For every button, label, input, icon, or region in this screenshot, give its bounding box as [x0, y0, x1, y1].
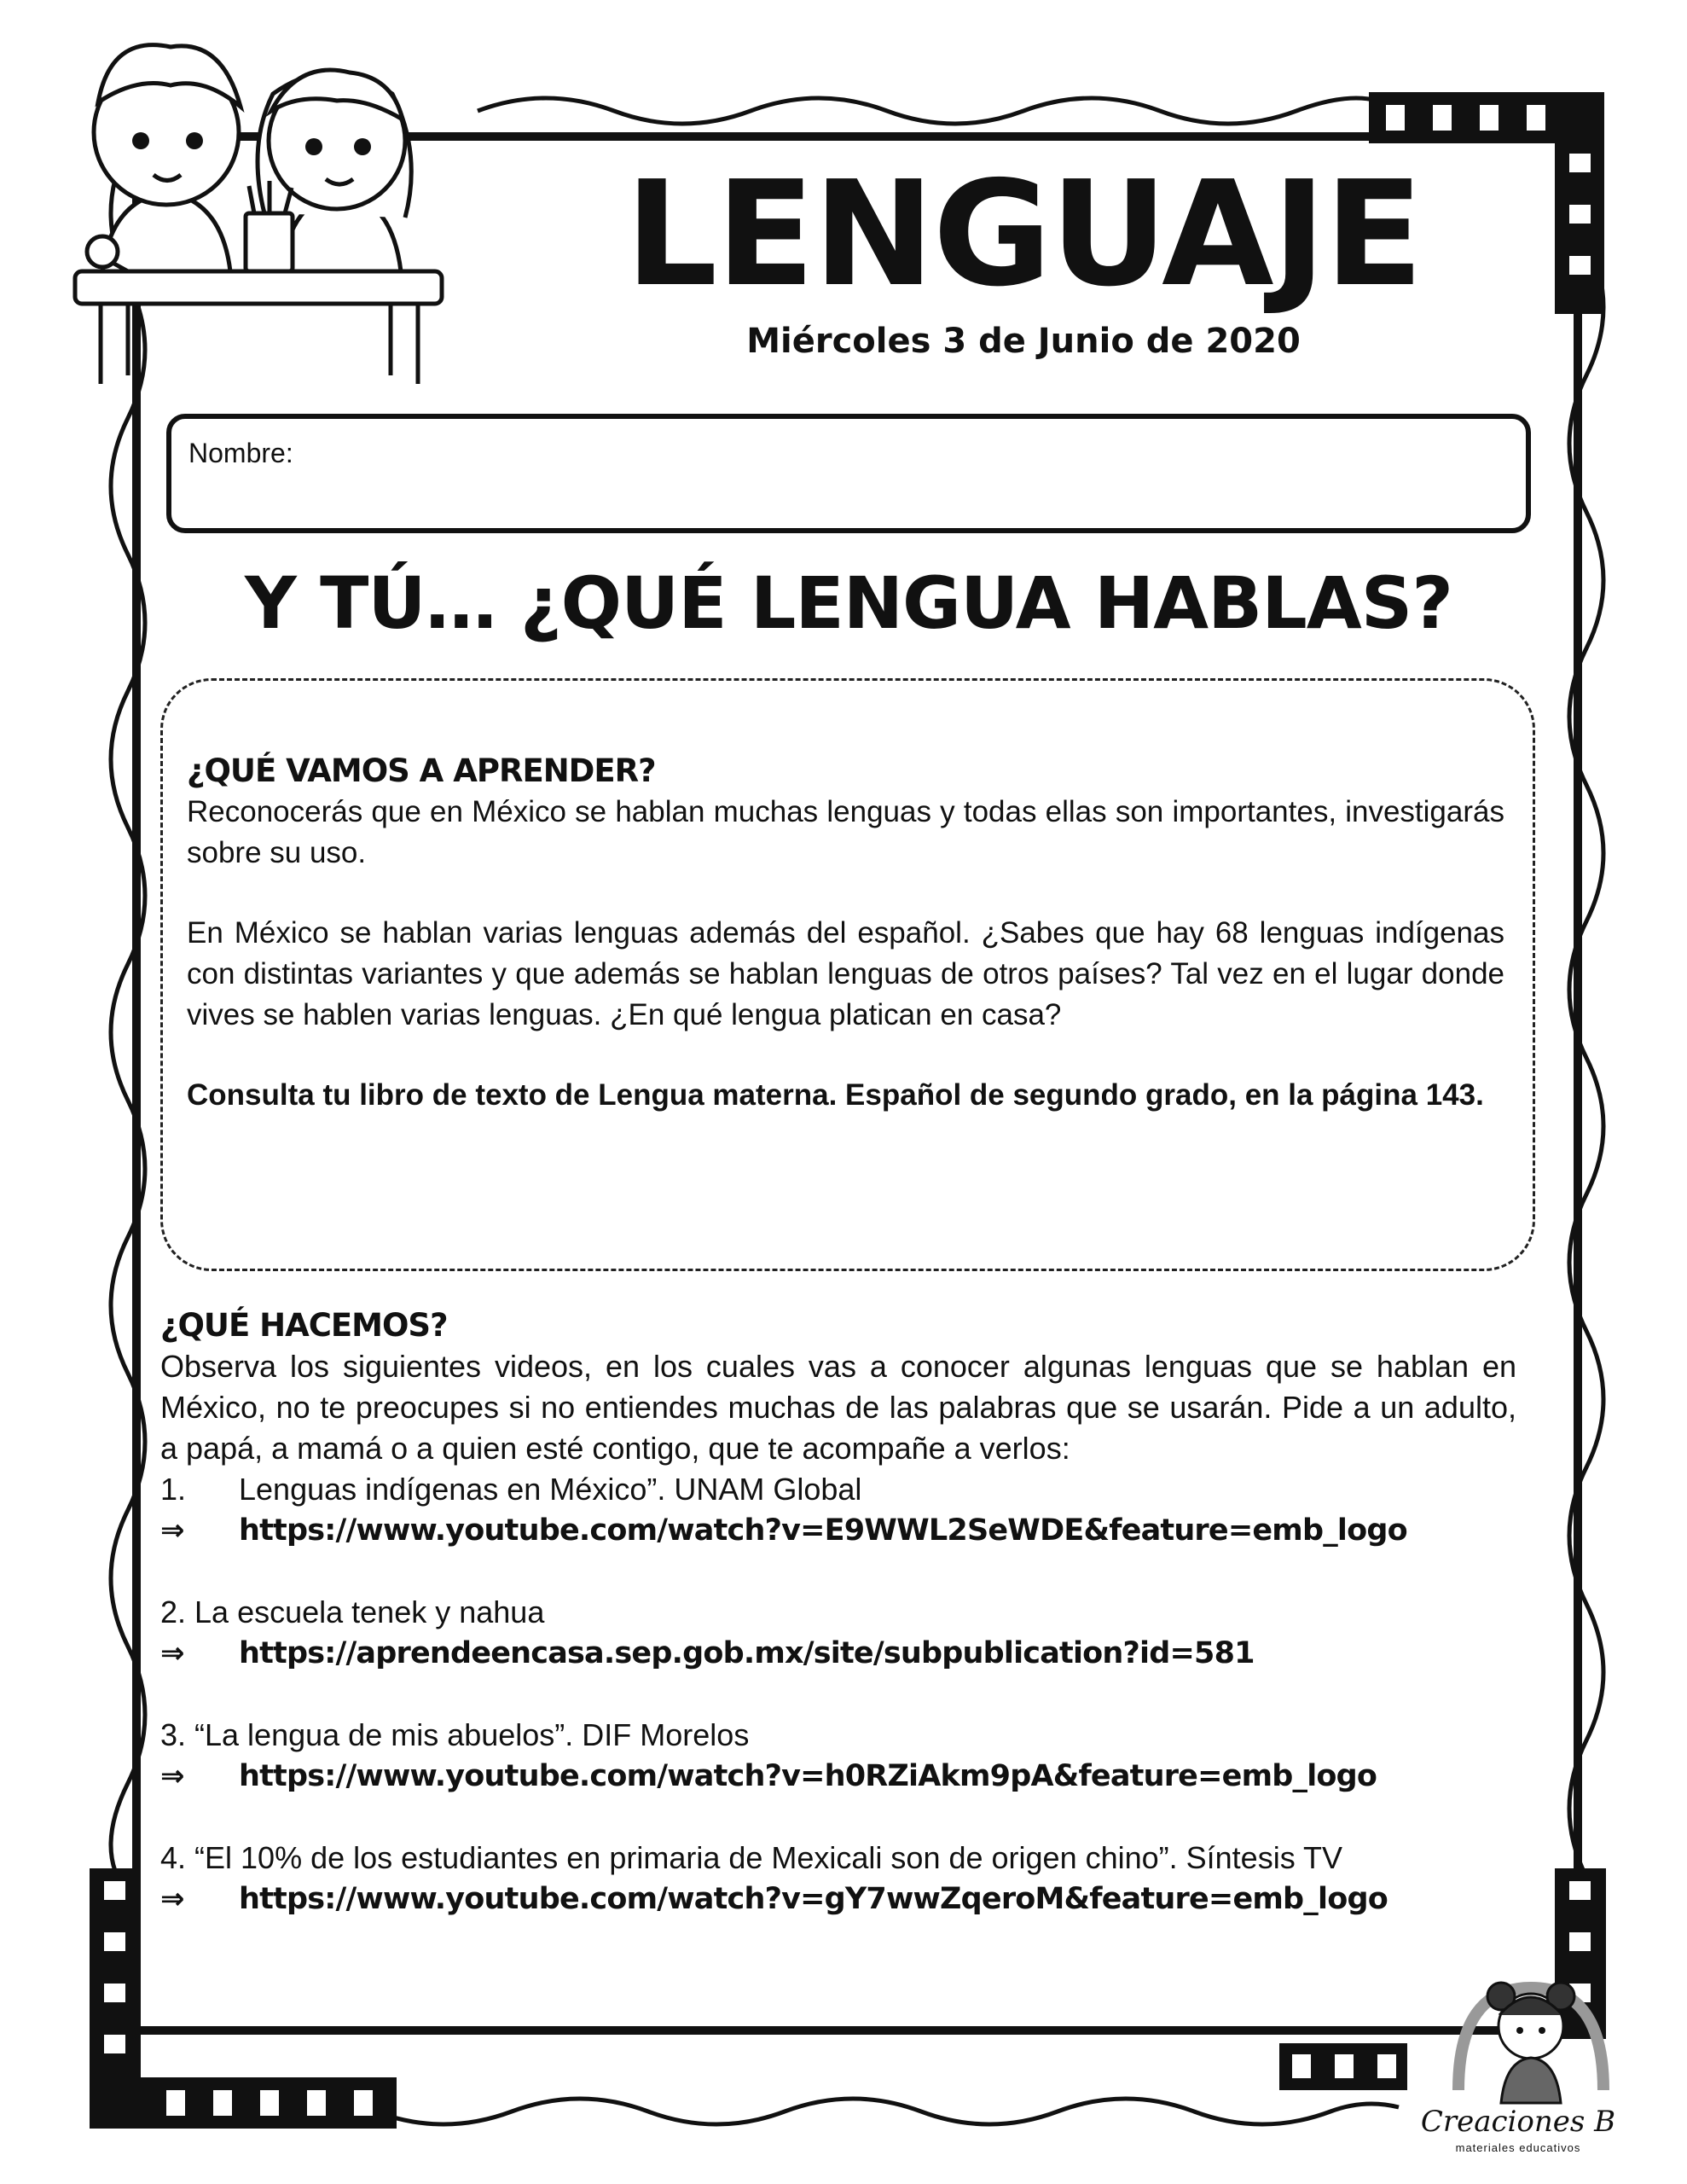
name-field-label: Nombre:: [188, 438, 293, 468]
learning-objectives-box: [160, 678, 1535, 1271]
video-item-label: 2. La escuela tenek y nahua: [160, 1594, 545, 1629]
creaciones-b-logo: [1458, 1983, 1603, 2103]
arrow-icon: ⇒: [160, 1883, 185, 1915]
learn-heading: ¿QUÉ VAMOS A APRENDER?: [187, 752, 656, 789]
video-link[interactable]: https://www.youtube.com/watch?v=gY7wwZqeroM&feature=emb_logo: [239, 1882, 1388, 1916]
doing-heading: ¿QUÉ HACEMOS?: [160, 1307, 448, 1344]
arrow-icon: ⇒: [160, 1760, 185, 1792]
video-item-label: 3. “La lengua de mis abuelos”. DIF Morelos: [160, 1717, 750, 1752]
page-date: Miércoles 3 de Junio de 2020: [746, 322, 1301, 361]
arrow-icon: ⇒: [160, 1637, 185, 1670]
learning-objectives-content: [187, 751, 1504, 1116]
learn-paragraph-1: Reconocerás que en México se hablan muchas lenguas y todas ellas son importantes, investigarás sobre su uso.: [187, 795, 1504, 869]
brand-name: Creaciones B: [1420, 2105, 1616, 2139]
video-item-2: [160, 1592, 1516, 1674]
brand-tagline: materiales educativos: [1455, 2141, 1581, 2154]
learn-paragraph-2: En México se hablan varias lenguas además del español. ¿Sabes que hay 68 lenguas indígenas con distintas variantes y que además se hablan lenguas de otros países? Tal vez en el lugar donde vives se hablen varias lenguas. ¿En qué lengua platican en casa?: [187, 916, 1504, 1031]
arrow-icon: ⇒: [160, 1514, 185, 1547]
video-link[interactable]: https://aprendeencasa.sep.gob.mx/site/subpublication?id=581: [239, 1636, 1255, 1670]
wavy-border-top: [478, 98, 1399, 124]
video-item-label: 4. “El 10% de los estudiantes en primaria de Mexicali son de origen chino”. Síntesis TV: [160, 1840, 1343, 1875]
video-item-3: [160, 1715, 1516, 1797]
video-link[interactable]: https://www.youtube.com/watch?v=E9WWL2SeWDE&feature=emb_logo: [239, 1513, 1407, 1548]
video-item-1: [160, 1469, 1516, 1551]
video-item-4: [160, 1838, 1516, 1920]
kids-at-desk-illustration: [75, 45, 442, 384]
name-field[interactable]: [166, 414, 1531, 533]
video-item-label: Lenguas indígenas en México”. UNAM Global: [239, 1472, 862, 1507]
video-item-number: 1.: [160, 1472, 187, 1507]
doing-intro: Observa los siguientes videos, en los cuales vas a conocer algunas lenguas que se hablan en México, no te preocupes si no entiendes muchas de las palabras que se usarán. Pide a un adulto, a papá, a mamá o a quien esté contigo, que te acompañe a verlos:: [160, 1349, 1516, 1466]
page-title: LENGUAJE: [624, 150, 1423, 319]
lesson-headline: Y TÚ… ¿QUÉ LENGUA HABLAS?: [245, 561, 1452, 645]
video-link[interactable]: https://www.youtube.com/watch?v=h0RZiAkm9pA&feature=emb_logo: [239, 1759, 1377, 1793]
activities-section: [160, 1305, 1516, 1920]
learn-paragraph-3: Consulta tu libro de texto de Lengua materna. Español de segundo grado, en la página 143.: [187, 1078, 1484, 1112]
